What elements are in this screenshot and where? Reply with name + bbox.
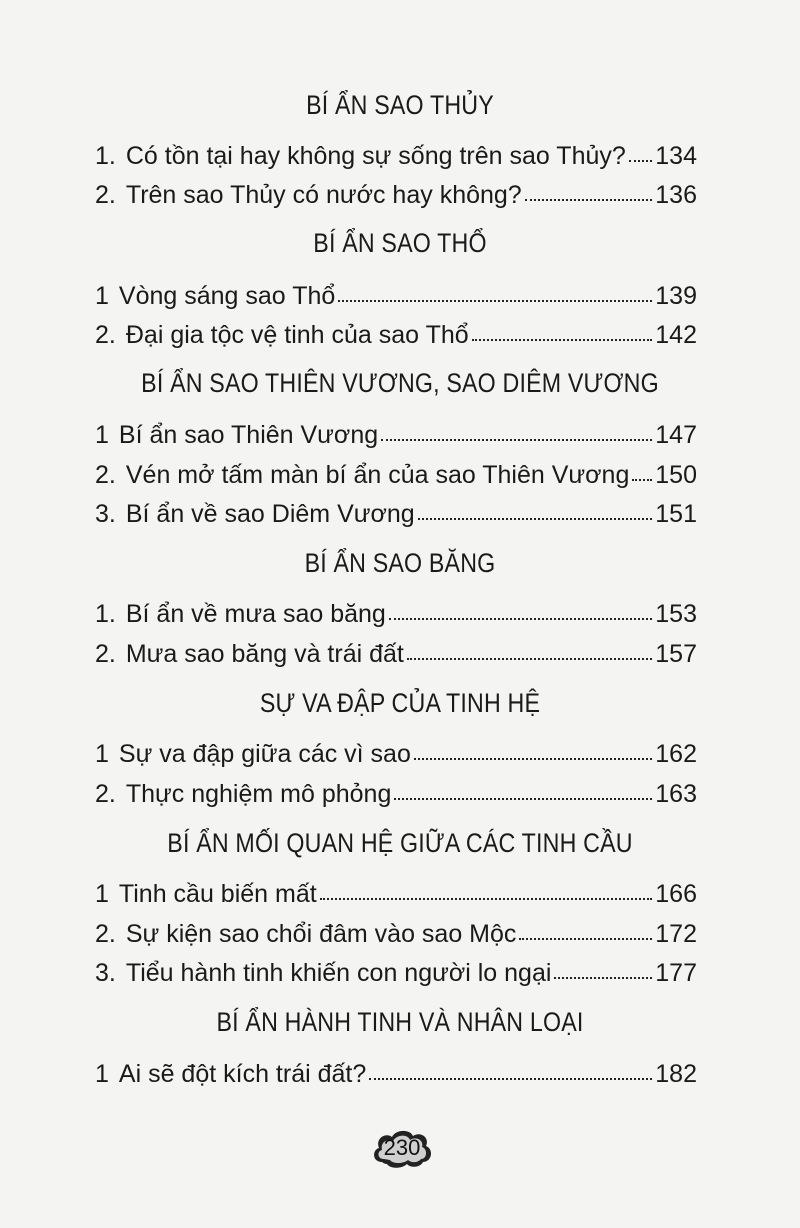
toc-entry[interactable]	[95, 780, 697, 812]
entry-number: 1	[95, 421, 109, 449]
dot-leader	[472, 335, 653, 341]
dot-leader	[632, 475, 652, 481]
toc-entry[interactable]	[95, 640, 697, 672]
entry-number: 2.	[95, 321, 116, 349]
dot-leader	[320, 894, 653, 900]
entry-label: Trên sao Thủy có nước hay không?	[125, 181, 522, 209]
entry-page: 157	[655, 640, 697, 668]
entry-label: Ai sẽ đột kích trái đất?	[118, 1060, 367, 1088]
dot-leader	[394, 794, 652, 800]
entry-page: 136	[655, 181, 697, 209]
section-title: SỰ VA ĐẬP CỦA TINH HỆ	[259, 688, 541, 718]
section-title: BÍ ẨN SAO THỔ	[313, 228, 487, 258]
entry-label: Tinh cầu biến mất	[118, 880, 317, 908]
entry-label: Tiểu hành tinh khiến con người lo ngại	[125, 959, 552, 987]
entry-number: 3.	[95, 959, 116, 987]
entry-page: 150	[655, 461, 697, 489]
toc-entry[interactable]	[95, 461, 697, 493]
entry-number: 2.	[95, 181, 116, 209]
entry-page: 172	[655, 920, 697, 948]
dot-leader	[389, 614, 652, 620]
section-title: BÍ ẨN SAO THIÊN VƯƠNG, SAO DIÊM VƯƠNG	[141, 368, 659, 398]
dot-leader	[369, 1074, 652, 1080]
entry-number: 1.	[95, 600, 116, 628]
dot-leader	[414, 754, 652, 760]
dot-leader	[381, 435, 652, 441]
entry-page: 177	[655, 959, 697, 987]
toc-entry[interactable]	[95, 181, 697, 213]
toc-entry[interactable]	[95, 880, 697, 912]
entry-page: 166	[655, 880, 697, 908]
section-title: BÍ ẨN SAO THỦY	[306, 90, 494, 120]
entry-label: Bí ẩn về mưa sao băng	[125, 600, 386, 628]
dot-leader	[338, 296, 652, 302]
entry-label: Có tồn tại hay không sự sống trên sao Thủy?	[125, 142, 626, 170]
entry-number: 2.	[95, 461, 116, 489]
page-number-badge	[370, 1126, 434, 1170]
dot-leader	[519, 934, 652, 940]
entry-label: Đại gia tộc vệ tinh của sao Thổ	[125, 321, 469, 349]
entry-number: 1.	[95, 142, 116, 170]
entry-label: Vén mở tấm màn bí ẩn của sao Thiên Vương	[125, 461, 630, 489]
dot-leader	[629, 156, 653, 162]
entry-page: 151	[655, 500, 697, 528]
dot-leader	[407, 654, 652, 660]
toc-entry[interactable]	[95, 142, 697, 174]
dot-leader	[418, 514, 653, 520]
entry-page: 139	[655, 282, 697, 310]
toc-entry[interactable]	[95, 282, 697, 314]
entry-label: Thực nghiệm mô phỏng	[125, 780, 392, 808]
section-title: BÍ ẨN SAO BĂNG	[304, 548, 496, 578]
page-number: 230	[383, 1135, 421, 1160]
entry-page: 162	[655, 740, 697, 768]
entry-label: Sự va đập giữa các vì sao	[118, 740, 411, 768]
entry-page: 153	[655, 600, 697, 628]
entry-label: Bí ẩn về sao Diêm Vương	[125, 500, 415, 528]
entry-label: Bí ẩn sao Thiên Vương	[118, 421, 379, 449]
entry-number: 1	[95, 740, 109, 768]
entry-number: 2.	[95, 920, 116, 948]
entry-page: 163	[655, 780, 697, 808]
entry-page: 182	[655, 1060, 697, 1088]
entry-label: Sự kiện sao chổi đâm vào sao Mộc	[125, 920, 517, 948]
section-title: BÍ ẨN MỐI QUAN HỆ GIỮA CÁC TINH CẦU	[167, 828, 633, 858]
entry-page: 134	[655, 142, 697, 170]
toc-entry[interactable]	[95, 600, 697, 632]
entry-number: 1	[95, 282, 109, 310]
dot-leader	[554, 973, 652, 979]
toc-entry[interactable]	[95, 959, 697, 991]
entry-label: Vòng sáng sao Thổ	[118, 282, 336, 310]
toc-entry[interactable]	[95, 421, 697, 453]
entry-number: 2.	[95, 780, 116, 808]
entry-number: 1	[95, 880, 109, 908]
toc-entry[interactable]	[95, 500, 697, 532]
entry-number: 1	[95, 1060, 109, 1088]
entry-label: Mưa sao băng và trái đất	[125, 640, 404, 668]
toc-entry[interactable]	[95, 1060, 697, 1092]
toc-entry[interactable]	[95, 920, 697, 952]
entry-number: 3.	[95, 500, 116, 528]
toc-entry[interactable]	[95, 740, 697, 772]
entry-number: 2.	[95, 640, 116, 668]
dot-leader	[525, 195, 653, 201]
entry-page: 142	[655, 321, 697, 349]
entry-page: 147	[655, 421, 697, 449]
toc-entry[interactable]	[95, 321, 697, 353]
section-title: BÍ ẨN HÀNH TINH VÀ NHÂN LOẠI	[216, 1007, 584, 1037]
